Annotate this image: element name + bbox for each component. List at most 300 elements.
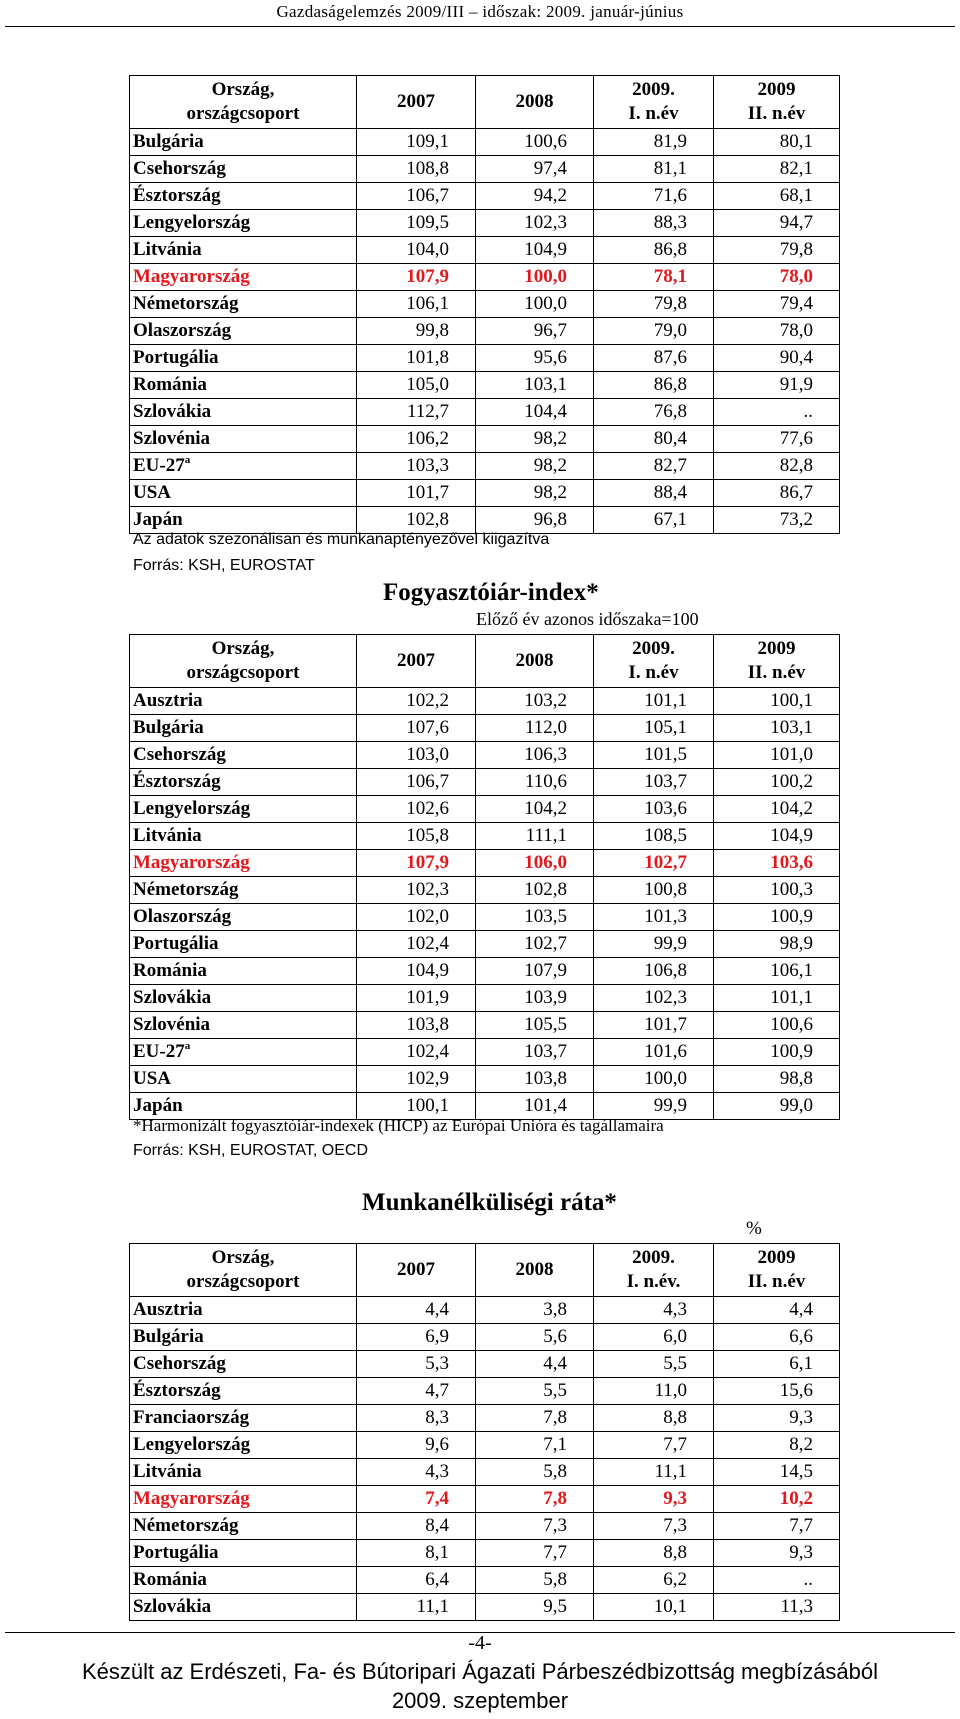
value-cell: 108,8: [357, 156, 476, 183]
header-rule: [5, 26, 955, 27]
value-cell: 8,1: [357, 1540, 476, 1567]
country-cell: Csehország: [130, 156, 357, 183]
col-2008-header-line: 2008: [515, 91, 554, 112]
value-cell: 102,3: [357, 877, 476, 904]
table-row: [130, 426, 840, 453]
value-cell: 101,5: [594, 742, 714, 769]
country-cell: Lengyelország: [130, 796, 357, 823]
value-cell: 10,2: [714, 1486, 840, 1513]
value-cell: 102,8: [357, 507, 476, 534]
table-header-row: [130, 1244, 840, 1297]
value-cell: 100,9: [714, 904, 840, 931]
value-cell: 102,6: [357, 796, 476, 823]
value-cell: 4,7: [357, 1378, 476, 1405]
country-cell: Szlovénia: [130, 1012, 357, 1039]
table-row: [130, 1066, 840, 1093]
table-row: [130, 904, 840, 931]
value-cell: 91,9: [714, 372, 840, 399]
value-cell: 101,1: [714, 985, 840, 1012]
table-row: [130, 399, 840, 426]
value-cell: 101,0: [714, 742, 840, 769]
country-header-line: Ország,: [211, 1247, 275, 1268]
value-cell: 100,8: [594, 877, 714, 904]
value-cell: 80,4: [594, 426, 714, 453]
col-2007-header: [357, 635, 476, 688]
value-cell: 106,0: [476, 850, 594, 877]
value-cell: 3,8: [476, 1297, 594, 1324]
value-cell: 103,9: [476, 985, 594, 1012]
country-cell: Bulgária: [130, 129, 357, 156]
value-cell: 102,8: [476, 877, 594, 904]
value-cell: 103,1: [476, 372, 594, 399]
table-row: [130, 1432, 840, 1459]
country-cell: Szlovákia: [130, 1594, 357, 1621]
unemployment-title: Munkanélküliségi ráta*: [362, 1189, 617, 1216]
col-q1-header: [594, 635, 714, 688]
country-cell: Litvánia: [130, 1459, 357, 1486]
value-cell: 7,8: [476, 1486, 594, 1513]
country-cell: EU-27$^a$: [130, 453, 357, 480]
value-cell: 106,2: [357, 426, 476, 453]
value-cell: 98,8: [714, 1066, 840, 1093]
page-number: -4-: [468, 1632, 492, 1654]
table-row: [130, 796, 840, 823]
value-cell: 106,1: [357, 291, 476, 318]
value-cell: 88,4: [594, 480, 714, 507]
country-cell: Japán: [130, 507, 357, 534]
value-cell: 5,6: [476, 1324, 594, 1351]
value-cell: 67,1: [594, 507, 714, 534]
value-cell: 103,7: [476, 1039, 594, 1066]
table-row: [130, 129, 840, 156]
value-cell: 101,8: [357, 345, 476, 372]
value-cell: 88,3: [594, 210, 714, 237]
value-cell: 105,5: [476, 1012, 594, 1039]
unemployment-table: [129, 1243, 840, 1621]
country-cell: Észtország: [130, 769, 357, 796]
value-cell: 100,0: [594, 1066, 714, 1093]
value-cell: 103,0: [357, 742, 476, 769]
col-q2-header-line: II. n.év: [747, 103, 806, 124]
value-cell: 104,2: [476, 796, 594, 823]
country-cell: Németország: [130, 1513, 357, 1540]
table-row: [130, 183, 840, 210]
value-cell: 106,1: [714, 958, 840, 985]
value-cell: 103,6: [714, 850, 840, 877]
table-row: [130, 318, 840, 345]
value-cell: 8,8: [594, 1405, 714, 1432]
value-cell: 99,0: [714, 1093, 840, 1120]
col-2007-header-line: 2007: [397, 1259, 435, 1280]
value-cell: 9,3: [594, 1486, 714, 1513]
footer: [0, 1657, 960, 1715]
value-cell: 103,1: [714, 715, 840, 742]
country-cell: Magyarország: [130, 850, 357, 877]
value-cell: 101,9: [357, 985, 476, 1012]
value-cell: 86,7: [714, 480, 840, 507]
value-cell: 78,0: [714, 264, 840, 291]
value-cell: 7,4: [357, 1486, 476, 1513]
value-cell: 112,0: [476, 715, 594, 742]
country-cell: Magyarország: [130, 264, 357, 291]
country-cell: Franciaország: [130, 1405, 357, 1432]
col-q1-header: [594, 1244, 714, 1297]
country-header: [130, 1244, 357, 1297]
value-cell: 103,8: [476, 1066, 594, 1093]
value-cell: 82,8: [714, 453, 840, 480]
value-cell: 4,4: [476, 1351, 594, 1378]
value-cell: 98,2: [476, 453, 594, 480]
col-2008-header: [476, 1244, 594, 1297]
footnote-marker: a: [184, 1040, 191, 1052]
table-row: [130, 453, 840, 480]
value-cell: 7,1: [476, 1432, 594, 1459]
value-cell: 99,9: [594, 931, 714, 958]
value-cell: 98,2: [476, 426, 594, 453]
value-cell: 6,9: [357, 1324, 476, 1351]
value-cell: 104,9: [357, 958, 476, 985]
value-cell: 101,7: [594, 1012, 714, 1039]
country-cell: Olaszország: [130, 318, 357, 345]
value-cell: 102,9: [357, 1066, 476, 1093]
value-cell: 73,2: [714, 507, 840, 534]
cpi-subtitle: Előző év azonos időszaka=100: [476, 609, 699, 629]
table-row: [130, 345, 840, 372]
value-cell: 107,9: [476, 958, 594, 985]
value-cell: 79,0: [594, 318, 714, 345]
value-cell: 5,5: [476, 1378, 594, 1405]
country-cell: Németország: [130, 291, 357, 318]
value-cell: 98,2: [476, 480, 594, 507]
value-cell: 106,8: [594, 958, 714, 985]
table2-source: Forrás: KSH, EUROSTAT, OECD: [133, 1142, 368, 1159]
value-cell: ..: [714, 399, 840, 426]
value-cell: 79,8: [594, 291, 714, 318]
value-cell: 6,2: [594, 1567, 714, 1594]
country-cell: Bulgária: [130, 715, 357, 742]
country-cell: Lengyelország: [130, 1432, 357, 1459]
col-2007-header: [357, 76, 476, 129]
value-cell: 9,5: [476, 1594, 594, 1621]
col-q2-header-line: II. n.év: [747, 1271, 806, 1292]
col-q2-header-line: II. n.év: [747, 662, 806, 683]
table-row: [130, 264, 840, 291]
value-cell: 82,1: [714, 156, 840, 183]
country-cell: Portugália: [130, 1540, 357, 1567]
value-cell: 101,4: [476, 1093, 594, 1120]
col-q2-header-line: 2009: [757, 638, 796, 659]
value-cell: 77,6: [714, 426, 840, 453]
col-q1-header-line: I. n.év: [628, 662, 679, 683]
col-q2-header: [714, 76, 840, 129]
table-row: [130, 156, 840, 183]
value-cell: 101,3: [594, 904, 714, 931]
value-cell: 81,9: [594, 129, 714, 156]
value-cell: 100,1: [714, 688, 840, 715]
value-cell: 9,3: [714, 1540, 840, 1567]
value-cell: 106,7: [357, 183, 476, 210]
value-cell: 79,4: [714, 291, 840, 318]
table-row: [130, 1486, 840, 1513]
value-cell: 14,5: [714, 1459, 840, 1486]
col-q1-header-line: I. n.év.: [626, 1271, 681, 1292]
value-cell: 10,1: [594, 1594, 714, 1621]
country-cell: Portugália: [130, 345, 357, 372]
table-row: [130, 480, 840, 507]
value-cell: ..: [714, 1567, 840, 1594]
value-cell: 5,8: [476, 1459, 594, 1486]
table-row: [130, 1405, 840, 1432]
value-cell: 100,6: [476, 129, 594, 156]
table-row: [130, 1567, 840, 1594]
value-cell: 11,3: [714, 1594, 840, 1621]
value-cell: 11,0: [594, 1378, 714, 1405]
value-cell: 103,3: [357, 453, 476, 480]
value-cell: 104,9: [476, 237, 594, 264]
value-cell: 5,3: [357, 1351, 476, 1378]
value-cell: 87,6: [594, 345, 714, 372]
value-cell: 4,3: [357, 1459, 476, 1486]
value-cell: 105,8: [357, 823, 476, 850]
value-cell: 78,0: [714, 318, 840, 345]
col-q1-header-line: I. n.év: [628, 103, 679, 124]
value-cell: 104,9: [714, 823, 840, 850]
value-cell: 96,7: [476, 318, 594, 345]
value-cell: 8,3: [357, 1405, 476, 1432]
value-cell: 6,4: [357, 1567, 476, 1594]
running-header: Gazdaságelemzés 2009/III – időszak: 2009. január-június: [276, 2, 684, 21]
value-cell: 7,8: [476, 1405, 594, 1432]
table-row: [130, 1513, 840, 1540]
value-cell: 7,3: [476, 1513, 594, 1540]
value-cell: 5,5: [594, 1351, 714, 1378]
value-cell: 102,0: [357, 904, 476, 931]
country-header-line: országcsoport: [186, 1271, 300, 1292]
table-row: [130, 823, 840, 850]
value-cell: 82,7: [594, 453, 714, 480]
value-cell: 107,6: [357, 715, 476, 742]
value-cell: 111,1: [476, 823, 594, 850]
country-cell: Litvánia: [130, 823, 357, 850]
value-cell: 103,2: [476, 688, 594, 715]
col-q2-header-line: 2009: [757, 79, 796, 100]
value-cell: 4,3: [594, 1297, 714, 1324]
country-cell: Csehország: [130, 742, 357, 769]
country-cell: Lengyelország: [130, 210, 357, 237]
value-cell: 9,6: [357, 1432, 476, 1459]
value-cell: 104,2: [714, 796, 840, 823]
country-cell: Japán: [130, 1093, 357, 1120]
value-cell: 7,7: [594, 1432, 714, 1459]
table-row: [130, 210, 840, 237]
country-cell: EU-27$^a$: [130, 1039, 357, 1066]
col-2007-header-line: 2007: [397, 650, 435, 671]
table-row: [130, 1540, 840, 1567]
value-cell: 90,4: [714, 345, 840, 372]
col-q1-header-line: 2009.: [632, 79, 675, 100]
value-cell: 102,7: [594, 850, 714, 877]
value-cell: 102,7: [476, 931, 594, 958]
table-row: [130, 1351, 840, 1378]
value-cell: 100,9: [714, 1039, 840, 1066]
country-header-line: Ország,: [211, 79, 275, 100]
col-2008-header: [476, 76, 594, 129]
value-cell: 7,3: [594, 1513, 714, 1540]
value-cell: 101,7: [357, 480, 476, 507]
value-cell: 103,7: [594, 769, 714, 796]
value-cell: 100,1: [357, 1093, 476, 1120]
table-row: [130, 742, 840, 769]
table-row: [130, 291, 840, 318]
value-cell: 102,4: [357, 931, 476, 958]
col-q2-header: [714, 635, 840, 688]
value-cell: 100,3: [714, 877, 840, 904]
country-cell: Szlovákia: [130, 399, 357, 426]
table-row: [130, 688, 840, 715]
value-cell: 100,0: [476, 291, 594, 318]
table-row: [130, 1378, 840, 1405]
country-cell: Csehország: [130, 1351, 357, 1378]
table-row: [130, 1012, 840, 1039]
value-cell: 102,3: [476, 210, 594, 237]
value-cell: 106,7: [357, 769, 476, 796]
col-q1-header: [594, 76, 714, 129]
country-cell: Szlovénia: [130, 426, 357, 453]
country-cell: Ausztria: [130, 688, 357, 715]
value-cell: 104,4: [476, 399, 594, 426]
value-cell: 101,6: [594, 1039, 714, 1066]
country-cell: Litvánia: [130, 237, 357, 264]
table-header-row: [130, 76, 840, 129]
cpi-title: Fogyasztóiár-index*: [383, 579, 599, 606]
value-cell: 6,1: [714, 1351, 840, 1378]
cpi-table: [129, 634, 840, 1120]
value-cell: 98,9: [714, 931, 840, 958]
value-cell: 79,8: [714, 237, 840, 264]
table-row: [130, 1594, 840, 1621]
value-cell: 94,7: [714, 210, 840, 237]
value-cell: 108,5: [594, 823, 714, 850]
value-cell: 103,5: [476, 904, 594, 931]
country-cell: Portugália: [130, 931, 357, 958]
value-cell: 11,1: [357, 1594, 476, 1621]
value-cell: 7,7: [714, 1513, 840, 1540]
table-row: [130, 985, 840, 1012]
country-cell: Olaszország: [130, 904, 357, 931]
col-2008-header: [476, 635, 594, 688]
footnote-marker: a: [184, 454, 191, 466]
table-row: [130, 1324, 840, 1351]
value-cell: 86,8: [594, 237, 714, 264]
table-row: [130, 931, 840, 958]
value-cell: 102,3: [594, 985, 714, 1012]
value-cell: 104,0: [357, 237, 476, 264]
col-2008-header-line: 2008: [515, 650, 554, 671]
col-2007-header-line: 2007: [397, 91, 435, 112]
table1-note: Az adatok szezonálisan és munkanaptényezővel kiigazítva: [133, 531, 550, 548]
table2-note: *Harmonizált fogyasztóiár-indexek (HICP) az Európai Unióra és tagállamaira: [133, 1116, 664, 1135]
value-cell: 8,4: [357, 1513, 476, 1540]
value-cell: 15,6: [714, 1378, 840, 1405]
country-cell: Ausztria: [130, 1297, 357, 1324]
value-cell: 71,6: [594, 183, 714, 210]
table-row: [130, 237, 840, 264]
value-cell: 97,4: [476, 156, 594, 183]
gdp-table: [129, 75, 840, 534]
value-cell: 4,4: [357, 1297, 476, 1324]
table-row: [130, 958, 840, 985]
col-q1-header-line: 2009.: [632, 638, 675, 659]
col-q2-header-line: 2009: [757, 1247, 796, 1268]
table-row: [130, 715, 840, 742]
value-cell: 5,8: [476, 1567, 594, 1594]
col-q1-header-line: 2009.: [632, 1247, 675, 1268]
value-cell: 107,9: [357, 850, 476, 877]
value-cell: 100,2: [714, 769, 840, 796]
value-cell: 102,4: [357, 1039, 476, 1066]
value-cell: 102,2: [357, 688, 476, 715]
value-cell: 6,6: [714, 1324, 840, 1351]
value-cell: 95,6: [476, 345, 594, 372]
table-row: [130, 1297, 840, 1324]
value-cell: 81,1: [594, 156, 714, 183]
value-cell: 105,1: [594, 715, 714, 742]
unit-label: %: [746, 1218, 762, 1239]
table1-source: Forrás: KSH, EUROSTAT: [133, 557, 315, 574]
value-cell: 8,8: [594, 1540, 714, 1567]
table-row: [130, 877, 840, 904]
country-header-line: országcsoport: [186, 103, 300, 124]
value-cell: 8,2: [714, 1432, 840, 1459]
country-cell: Románia: [130, 1567, 357, 1594]
country-cell: Szlovákia: [130, 985, 357, 1012]
value-cell: 100,6: [714, 1012, 840, 1039]
value-cell: 109,5: [357, 210, 476, 237]
value-cell: 112,7: [357, 399, 476, 426]
col-q2-header: [714, 1244, 840, 1297]
value-cell: 103,6: [594, 796, 714, 823]
table-row: [130, 769, 840, 796]
table-row: [130, 1459, 840, 1486]
country-cell: Magyarország: [130, 1486, 357, 1513]
country-header: [130, 76, 357, 129]
country-cell: Észtország: [130, 1378, 357, 1405]
country-cell: USA: [130, 480, 357, 507]
value-cell: 94,2: [476, 183, 594, 210]
country-header-line: Ország,: [211, 638, 275, 659]
value-cell: 80,1: [714, 129, 840, 156]
col-2007-header: [357, 1244, 476, 1297]
footer-line-1: Készült az Erdészeti, Fa- és Bútoripari Ágazati Párbeszédbizottság megbízásából: [81, 1659, 879, 1684]
country-cell: Észtország: [130, 183, 357, 210]
value-cell: 86,8: [594, 372, 714, 399]
value-cell: 101,1: [594, 688, 714, 715]
value-cell: 107,9: [357, 264, 476, 291]
col-2008-header-line: 2008: [515, 1259, 554, 1280]
country-cell: Románia: [130, 372, 357, 399]
value-cell: 99,8: [357, 318, 476, 345]
value-cell: 110,6: [476, 769, 594, 796]
table-row: [130, 1039, 840, 1066]
table-row: [130, 372, 840, 399]
country-cell: Bulgária: [130, 1324, 357, 1351]
value-cell: 78,1: [594, 264, 714, 291]
country-cell: Románia: [130, 958, 357, 985]
value-cell: 100,0: [476, 264, 594, 291]
country-header-line: országcsoport: [186, 662, 300, 683]
value-cell: 6,0: [594, 1324, 714, 1351]
value-cell: 7,7: [476, 1540, 594, 1567]
